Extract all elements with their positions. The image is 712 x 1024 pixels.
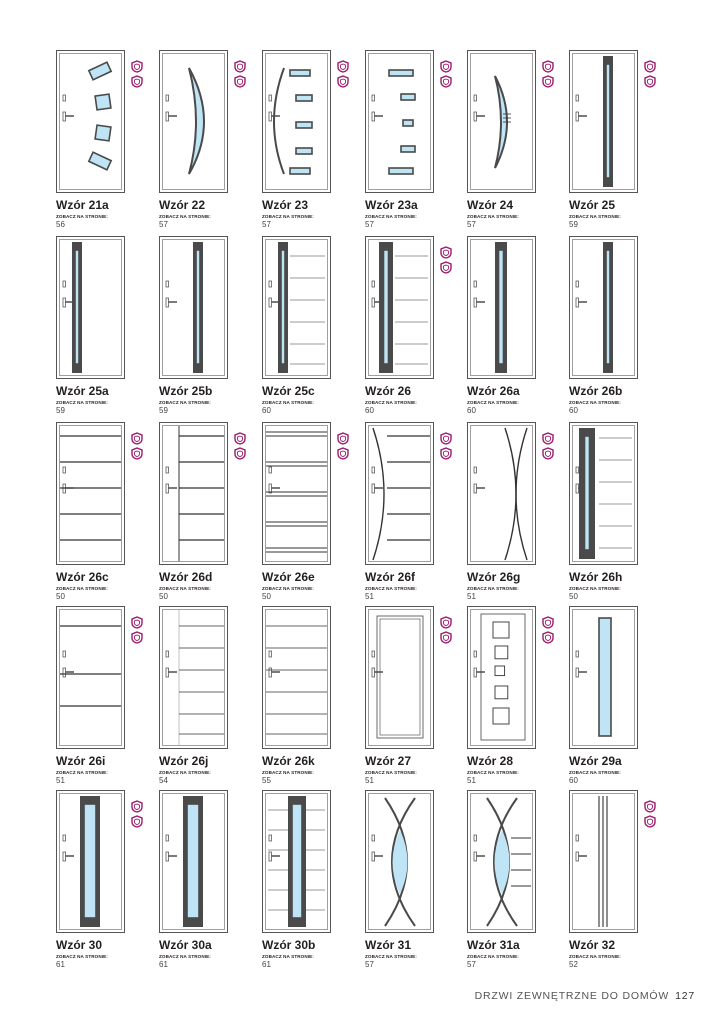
see-page-label: ZOBACZ NA STRONIE:: [56, 586, 108, 591]
door-page-number: 61: [159, 960, 168, 969]
security-badge-icon: [131, 800, 143, 813]
door-title: Wzór 26e: [262, 570, 315, 584]
badge-group: [131, 800, 143, 830]
door-title: Wzór 26: [365, 384, 412, 398]
door-illustration: [56, 236, 125, 379]
door-card: [365, 606, 465, 789]
see-page-label: ZOBACZ NA STRONIE:: [365, 400, 417, 405]
see-page-label: ZOBACZ NA STRONIE:: [159, 214, 211, 219]
door-illustration: [365, 790, 434, 933]
door-illustration: [467, 422, 536, 565]
security-badge-icon: [440, 75, 452, 88]
glass-panel: [585, 436, 590, 550]
see-page-label: ZOBACZ NA STRONIE:: [56, 770, 108, 775]
glass-panel: [95, 125, 111, 141]
door-title: Wzór 26d: [159, 570, 213, 584]
glass-panel: [84, 804, 96, 918]
see-page-label: ZOBACZ NA STRONIE:: [56, 400, 108, 405]
door-title: Wzór 26g: [467, 570, 521, 584]
glass-panel: [384, 250, 389, 364]
security-badge-icon: [234, 432, 246, 445]
door-leaf: [60, 426, 122, 562]
door-page-number: 50: [569, 592, 578, 601]
see-page-label: ZOBACZ NA STRONIE:: [262, 954, 314, 959]
door-leaf: [471, 610, 533, 746]
door-card: [159, 606, 259, 789]
security-badge-icon: [131, 75, 143, 88]
see-page-label: ZOBACZ NA STRONIE:: [262, 214, 314, 219]
glass-panel: [401, 94, 415, 100]
door-leaf: [266, 426, 328, 562]
door-illustration: [159, 790, 228, 933]
security-badge-icon: [644, 75, 656, 88]
door-card: [365, 790, 465, 973]
door-leaf: [266, 240, 328, 376]
door-title: Wzór 21a: [56, 198, 109, 212]
door-page-number: 60: [262, 406, 271, 415]
see-page-label: ZOBACZ NA STRONIE:: [262, 400, 314, 405]
glass-panel: [187, 804, 199, 918]
security-badge-icon: [542, 432, 554, 445]
security-badge-icon: [337, 75, 349, 88]
door-leaf: [60, 240, 122, 376]
door-page-number: 51: [365, 592, 374, 601]
door-title: Wzór 25c: [262, 384, 315, 398]
door-card: [467, 50, 567, 233]
door-leaf: [369, 240, 431, 376]
door-title: Wzór 29a: [569, 754, 622, 768]
door-card: [262, 50, 362, 233]
door-illustration: [569, 50, 638, 193]
glass-panel: [296, 148, 312, 154]
door-title: Wzór 26f: [365, 570, 416, 584]
security-badge-icon: [131, 631, 143, 644]
door-card: [159, 50, 259, 233]
see-page-label: ZOBACZ NA STRONIE:: [365, 214, 417, 219]
door-page-number: 57: [467, 220, 476, 229]
glass-panel: [403, 120, 413, 126]
badge-group: [131, 60, 143, 90]
door-card: [56, 790, 156, 973]
door-card: [56, 422, 156, 605]
see-page-label: ZOBACZ NA STRONIE:: [569, 400, 621, 405]
security-badge-icon: [440, 447, 452, 460]
door-title: Wzór 23a: [365, 198, 418, 212]
security-badge-icon: [440, 631, 452, 644]
see-page-label: ZOBACZ NA STRONIE:: [262, 586, 314, 591]
door-card: [569, 606, 669, 789]
door-title: Wzór 28: [467, 754, 514, 768]
security-badge-icon: [542, 75, 554, 88]
door-leaf: [163, 54, 225, 190]
door-illustration: [56, 790, 125, 933]
security-badge-icon: [234, 75, 246, 88]
door-title: Wzór 26h: [569, 570, 623, 584]
door-title: Wzór 25a: [56, 384, 109, 398]
door-title: Wzór 26i: [56, 754, 106, 768]
door-title: Wzór 31: [365, 938, 412, 952]
door-card: [262, 422, 362, 605]
door-card: [569, 790, 669, 973]
see-page-label: ZOBACZ NA STRONIE:: [467, 400, 519, 405]
door-illustration: [569, 422, 638, 565]
security-badge-icon: [131, 432, 143, 445]
door-title: Wzór 23: [262, 198, 309, 212]
security-badge-icon: [440, 60, 452, 73]
glass-panel: [196, 250, 200, 364]
door-illustration: [365, 236, 434, 379]
badge-group: [542, 432, 554, 462]
page-footer: [475, 990, 695, 1002]
door-leaf: [163, 426, 225, 562]
door-card: [159, 236, 259, 419]
badge-group: [234, 60, 246, 90]
door-illustration: [569, 790, 638, 933]
door-illustration: [569, 236, 638, 379]
see-page-label: ZOBACZ NA STRONIE:: [159, 770, 211, 775]
door-illustration: [365, 606, 434, 749]
footer-title: DRZWI ZEWNĘTRZNE DO DOMÓW: [474, 990, 670, 1002]
door-illustration: [262, 790, 331, 933]
glass-panel: [389, 70, 413, 76]
glass-panel: [599, 618, 611, 736]
door-title: Wzór 26b: [569, 384, 623, 398]
security-badge-icon: [131, 447, 143, 460]
door-page-number: 50: [159, 592, 168, 601]
glass-panel: [296, 122, 312, 128]
door-illustration: [56, 422, 125, 565]
security-badge-icon: [542, 631, 554, 644]
door-card: [365, 50, 465, 233]
door-page-number: 61: [262, 960, 271, 969]
door-page-number: 57: [365, 960, 374, 969]
security-badge-icon: [440, 616, 452, 629]
badge-group: [440, 432, 452, 462]
door-illustration: [56, 50, 125, 193]
badge-group: [131, 432, 143, 462]
glass-panel: [292, 804, 302, 918]
see-page-label: ZOBACZ NA STRONIE:: [159, 954, 211, 959]
security-badge-icon: [234, 447, 246, 460]
door-illustration: [467, 236, 536, 379]
badge-group: [542, 60, 554, 90]
door-page-number: 60: [569, 776, 578, 785]
door-card: [467, 790, 567, 973]
door-page-number: 50: [56, 592, 65, 601]
see-page-label: ZOBACZ NA STRONIE:: [56, 954, 108, 959]
door-illustration: [569, 606, 638, 749]
door-page-number: 61: [56, 960, 65, 969]
see-page-label: ZOBACZ NA STRONIE:: [365, 586, 417, 591]
see-page-label: ZOBACZ NA STRONIE:: [159, 400, 211, 405]
see-page-label: ZOBACZ NA STRONIE:: [365, 954, 417, 959]
door-leaf: [60, 610, 122, 746]
door-illustration: [159, 236, 228, 379]
door-page-number: 60: [365, 406, 374, 415]
door-title: Wzór 24: [467, 198, 514, 212]
door-page-number: 52: [569, 960, 578, 969]
door-page-number: 59: [56, 406, 65, 415]
door-page-number: 54: [159, 776, 168, 785]
door-illustration: [262, 606, 331, 749]
see-page-label: ZOBACZ NA STRONIE:: [569, 214, 621, 219]
door-page-number: 51: [467, 592, 476, 601]
door-page-number: 60: [569, 406, 578, 415]
door-illustration: [56, 606, 125, 749]
see-page-label: ZOBACZ NA STRONIE:: [159, 586, 211, 591]
door-leaf: [369, 610, 431, 746]
glass-panel: [290, 70, 310, 76]
see-page-label: ZOBACZ NA STRONIE:: [467, 586, 519, 591]
door-title: Wzór 31a: [467, 938, 520, 952]
door-title: Wzór 25b: [159, 384, 213, 398]
door-illustration: [159, 422, 228, 565]
glass-panel: [606, 64, 610, 178]
see-page-label: ZOBACZ NA STRONIE:: [56, 214, 108, 219]
door-illustration: [159, 50, 228, 193]
door-card: [262, 790, 362, 973]
door-title: Wzór 25: [569, 198, 616, 212]
door-title: Wzór 26j: [159, 754, 209, 768]
door-title: Wzór 30a: [159, 938, 212, 952]
see-page-label: ZOBACZ NA STRONIE:: [569, 954, 621, 959]
see-page-label: ZOBACZ NA STRONIE:: [365, 770, 417, 775]
door-page-number: 51: [467, 776, 476, 785]
badge-group: [337, 60, 349, 90]
door-page-number: 51: [56, 776, 65, 785]
security-badge-icon: [542, 616, 554, 629]
door-title: Wzór 27: [365, 754, 412, 768]
security-badge-icon: [337, 447, 349, 460]
see-page-label: ZOBACZ NA STRONIE:: [467, 954, 519, 959]
security-badge-icon: [644, 60, 656, 73]
door-card: [467, 236, 567, 419]
badge-group: [440, 246, 452, 276]
door-card: [467, 606, 567, 789]
security-badge-icon: [131, 815, 143, 828]
glass-panel: [401, 146, 415, 152]
door-illustration: [467, 790, 536, 933]
door-page-number: 50: [262, 592, 271, 601]
door-illustration: [365, 422, 434, 565]
glass-panel: [95, 94, 111, 110]
security-badge-icon: [440, 246, 452, 259]
door-illustration: [467, 606, 536, 749]
door-page-number: 55: [262, 776, 271, 785]
door-card: [262, 606, 362, 789]
door-illustration: [262, 236, 331, 379]
door-card: [262, 236, 362, 419]
door-card: [467, 422, 567, 605]
door-page-number: 59: [569, 220, 578, 229]
door-page-number: 56: [56, 220, 65, 229]
door-card: [569, 236, 669, 419]
door-leaf: [163, 610, 225, 746]
door-title: Wzór 26c: [56, 570, 109, 584]
security-badge-icon: [644, 800, 656, 813]
glass-panel: [389, 168, 413, 174]
door-leaf: [471, 426, 533, 562]
door-page-number: 57: [159, 220, 168, 229]
glass-panel: [290, 168, 310, 174]
door-page-number: 57: [365, 220, 374, 229]
glass-panel: [75, 250, 79, 364]
door-illustration: [159, 606, 228, 749]
door-page-number: 51: [365, 776, 374, 785]
glass-panel: [296, 95, 312, 101]
security-badge-icon: [542, 447, 554, 460]
see-page-label: ZOBACZ NA STRONIE:: [467, 214, 519, 219]
glass-panel: [281, 250, 285, 364]
badge-group: [234, 432, 246, 462]
door-title: Wzór 22: [159, 198, 206, 212]
security-badge-icon: [644, 815, 656, 828]
security-badge-icon: [542, 60, 554, 73]
badge-group: [440, 60, 452, 90]
door-title: Wzór 30b: [262, 938, 316, 952]
see-page-label: ZOBACZ NA STRONIE:: [262, 770, 314, 775]
badge-group: [440, 616, 452, 646]
badge-group: [131, 616, 143, 646]
glass-panel: [606, 250, 610, 364]
door-illustration: [365, 50, 434, 193]
page-number: 127: [675, 990, 695, 1002]
door-leaf: [266, 610, 328, 746]
door-illustration: [467, 50, 536, 193]
door-card: [159, 422, 259, 605]
door-title: Wzór 30: [56, 938, 103, 952]
see-page-label: ZOBACZ NA STRONIE:: [569, 586, 621, 591]
security-badge-icon: [440, 432, 452, 445]
glass-panel: [499, 250, 504, 364]
door-title: Wzór 26a: [467, 384, 520, 398]
door-title: Wzór 32: [569, 938, 616, 952]
door-page-number: 57: [467, 960, 476, 969]
badge-group: [644, 60, 656, 90]
security-badge-icon: [440, 261, 452, 274]
badge-group: [644, 800, 656, 830]
door-card: [365, 422, 465, 605]
door-card: [569, 422, 669, 605]
security-badge-icon: [131, 616, 143, 629]
see-page-label: ZOBACZ NA STRONIE:: [569, 770, 621, 775]
badge-group: [542, 616, 554, 646]
door-illustration: [262, 422, 331, 565]
door-card: [569, 50, 669, 233]
security-badge-icon: [337, 432, 349, 445]
security-badge-icon: [131, 60, 143, 73]
security-badge-icon: [234, 60, 246, 73]
door-page-number: 60: [467, 406, 476, 415]
door-card: [365, 236, 465, 419]
see-page-label: ZOBACZ NA STRONIE:: [467, 770, 519, 775]
door-card: [56, 50, 156, 233]
security-badge-icon: [337, 60, 349, 73]
badge-group: [337, 432, 349, 462]
door-page-number: 57: [262, 220, 271, 229]
door-title: Wzór 26k: [262, 754, 315, 768]
door-illustration: [262, 50, 331, 193]
door-card: [56, 236, 156, 419]
door-card: [159, 790, 259, 973]
door-page-number: 59: [159, 406, 168, 415]
door-card: [56, 606, 156, 789]
